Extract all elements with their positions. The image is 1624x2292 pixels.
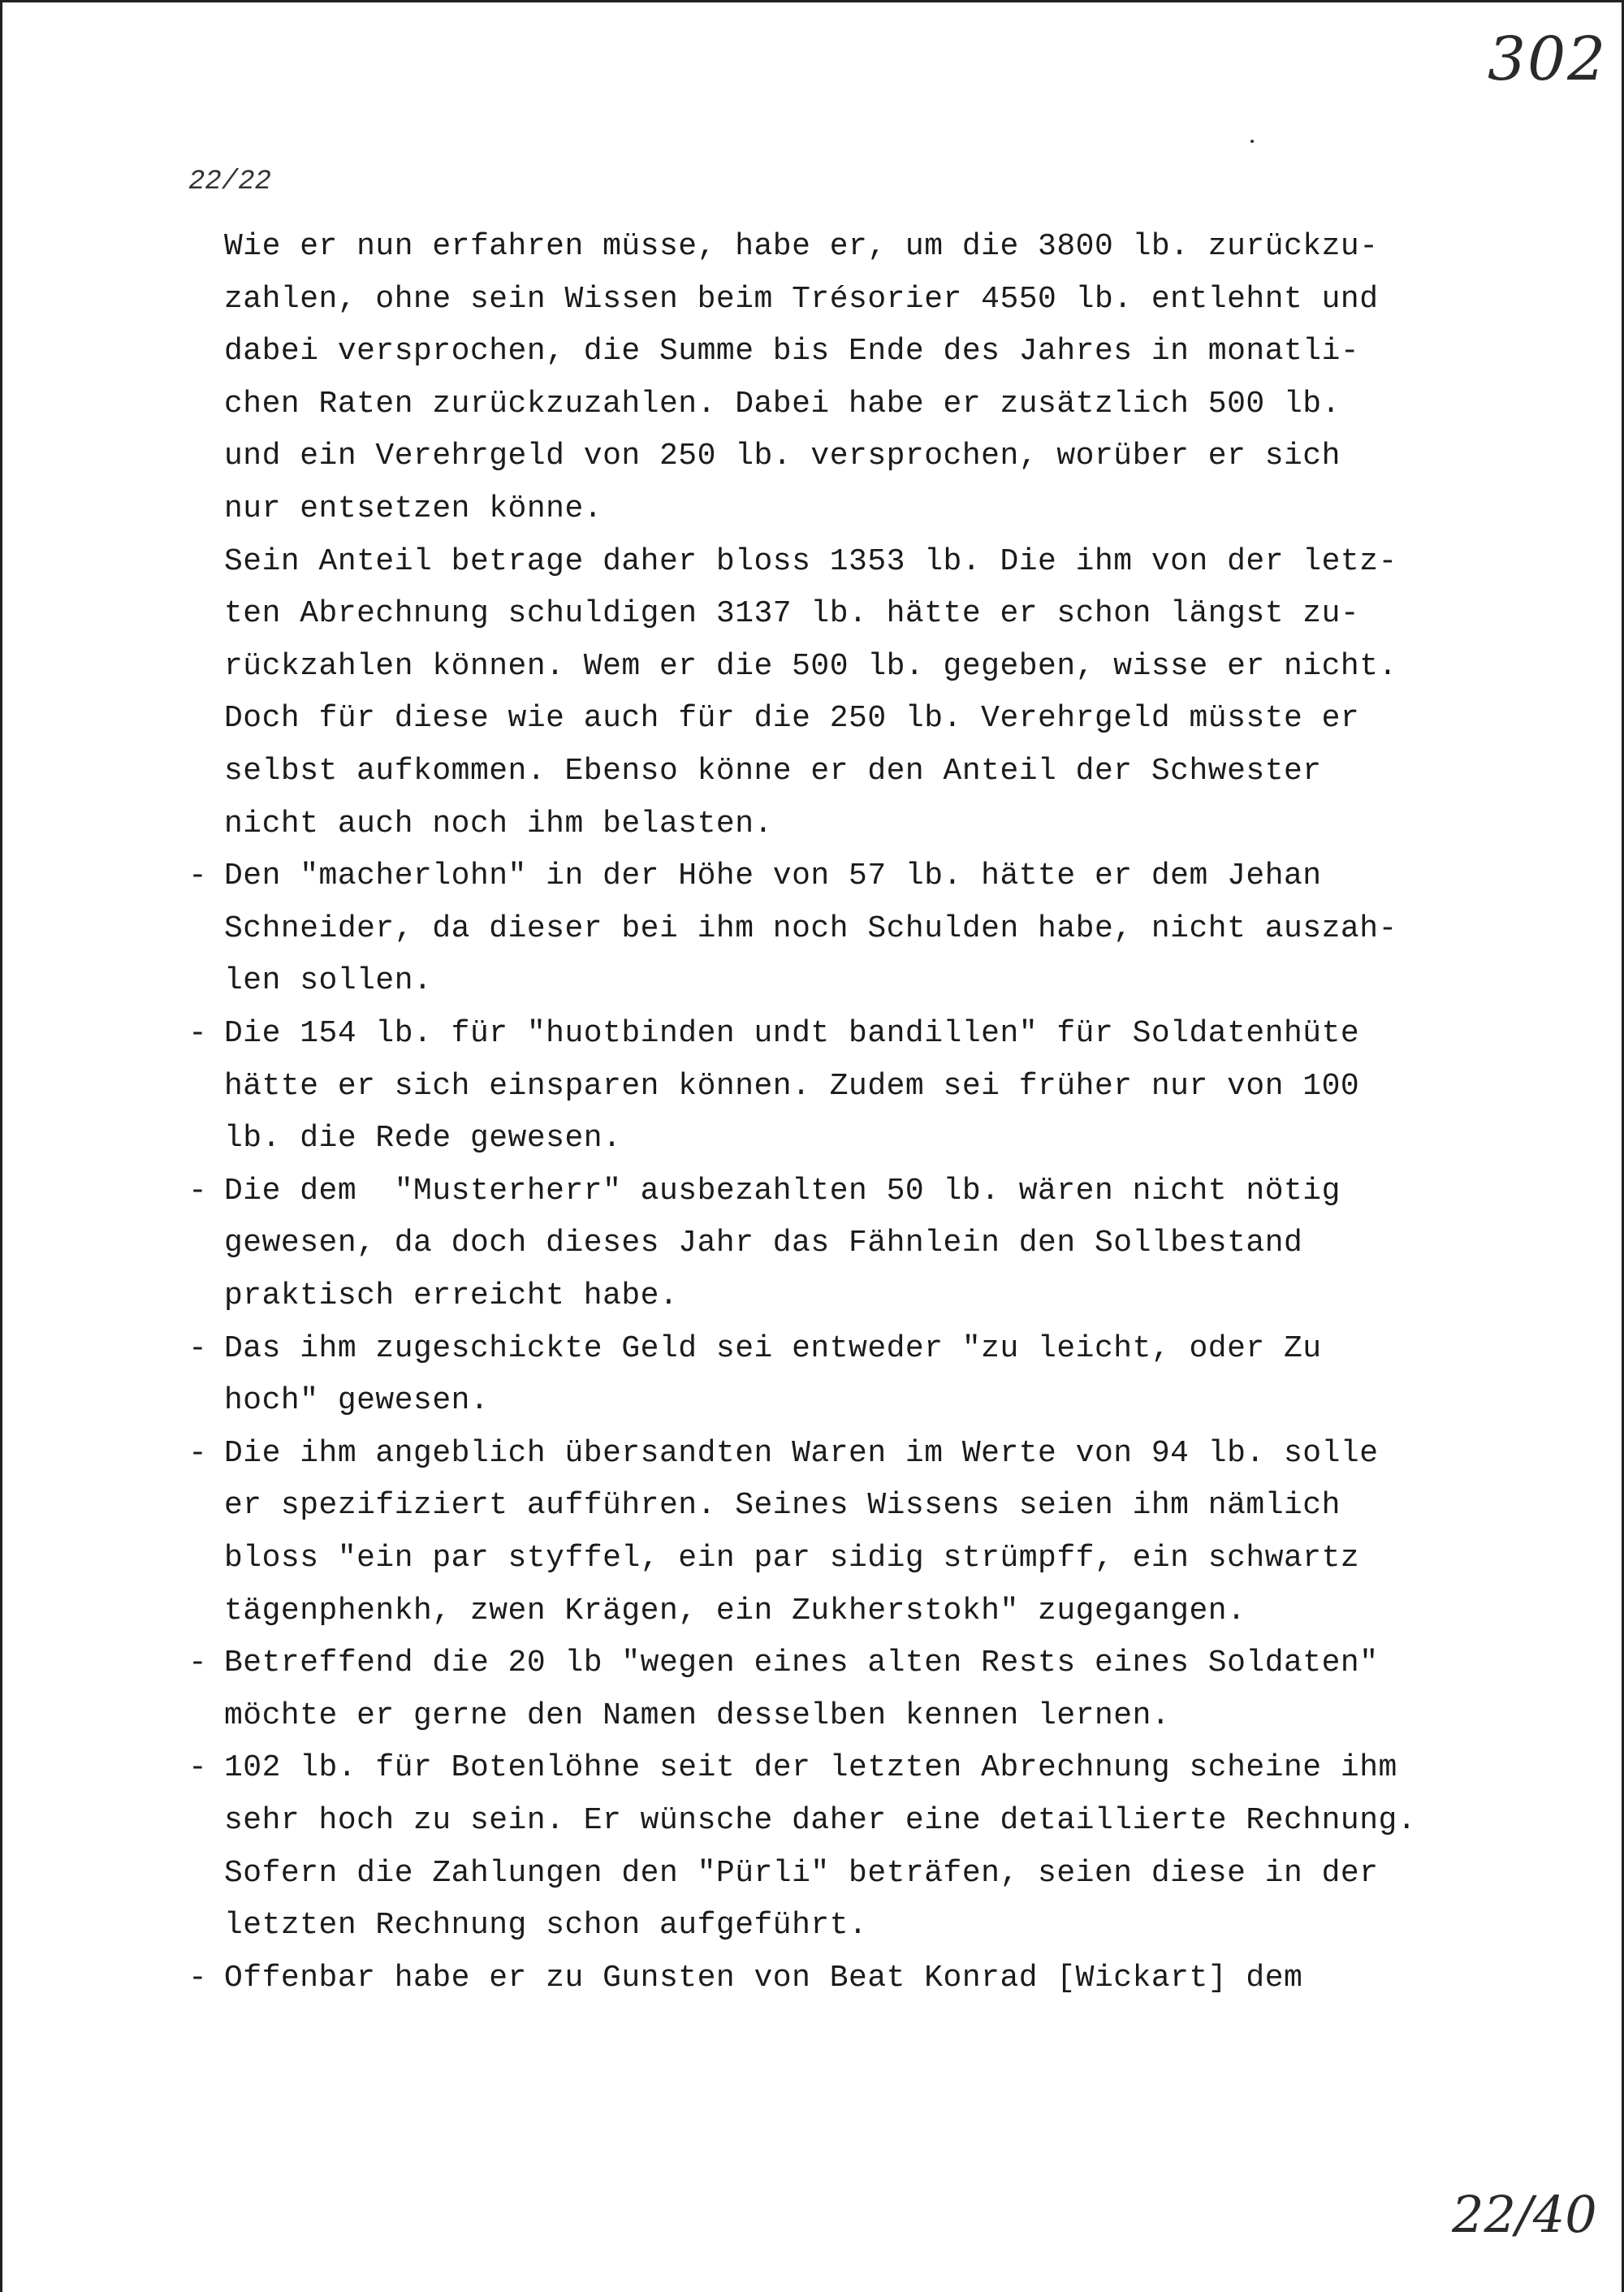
text-line: nicht auch noch ihm belasten. bbox=[224, 806, 773, 841]
text-line: tägenphenkh, zwen Krägen, ein Zukherstokh" zugegangen. bbox=[224, 1593, 1246, 1628]
bullet-dash: - bbox=[188, 1960, 207, 1996]
text-line: hätte er sich einsparen können. Zudem sei früher nur von 100 bbox=[224, 1068, 1360, 1104]
text-line: letzten Rechnung schon aufgeführt. bbox=[224, 1908, 868, 1944]
text-line: zahlen, ohne sein Wissen beim Trésorier 4550 lb. entlehnt und bbox=[224, 281, 1379, 317]
bullet-dash: - bbox=[188, 1173, 207, 1209]
text-line: Das ihm zugeschickte Geld sei entweder "zu leicht, oder Zu bbox=[224, 1330, 1322, 1366]
handwritten-page-count: 22/40 bbox=[1452, 2185, 1597, 2244]
text-line: praktisch erreicht habe. bbox=[224, 1278, 679, 1313]
text-line: rückzahlen können. Wem er die 500 lb. gegeben, wisse er nicht. bbox=[224, 648, 1397, 684]
text-line: Den "macherlohn" in der Höhe von 57 lb. hätte er dem Jehan bbox=[224, 858, 1322, 894]
text-line: Offenbar habe er zu Gunsten von Beat Konrad [Wickart] dem bbox=[224, 1960, 1303, 1996]
text-line: 102 lb. für Botenlöhne seit der letzten Abrechnung scheine ihm bbox=[224, 1750, 1397, 1786]
text-line: selbst aufkommen. Ebenso könne er den Anteil der Schwester bbox=[224, 754, 1322, 789]
text-line: Sein Anteil betrage daher bloss 1353 lb. Die ihm von der letz- bbox=[224, 543, 1397, 579]
text-line: bloss "ein par styffel, ein par sidig strümpff, ein schwartz bbox=[224, 1541, 1360, 1576]
bullet-dash: - bbox=[188, 1645, 207, 1681]
text-line: er spezifiziert aufführen. Seines Wissens seien ihm nämlich bbox=[224, 1488, 1341, 1524]
text-line: sehr hoch zu sein. Er wünsche daher eine detaillierte Rechnung. bbox=[224, 1803, 1417, 1838]
text-line: nur entsetzen könne. bbox=[224, 491, 603, 526]
text-line: Schneider, da dieser bei ihm noch Schulden habe, nicht auszah- bbox=[224, 910, 1397, 946]
scan-border-top bbox=[0, 0, 1624, 2]
text-line: möchte er gerne den Namen desselben kennen lernen. bbox=[224, 1697, 1171, 1733]
text-line: chen Raten zurückzuzahlen. Dabei habe er zusätzlich 500 lb. bbox=[224, 386, 1341, 422]
text-line: hoch" gewesen. bbox=[224, 1383, 490, 1419]
page-reference: 22/22 bbox=[188, 166, 272, 197]
text-line: gewesen, da doch dieses Jahr das Fähnlein den Sollbestand bbox=[224, 1226, 1303, 1261]
text-line: und ein Verehrgeld von 250 lb. versprochen, worüber er sich bbox=[224, 439, 1341, 474]
handwritten-folio-number: 302 bbox=[1488, 24, 1608, 94]
text-line: Wie er nun erfahren müsse, habe er, um die 3800 lb. zurückzu- bbox=[224, 229, 1379, 264]
text-line: ten Abrechnung schuldigen 3137 lb. hätte er schon längst zu- bbox=[224, 596, 1360, 632]
scan-border-left bbox=[0, 0, 2, 2292]
bullet-dash: - bbox=[188, 858, 207, 894]
text-line: Sofern die Zahlungen den "Pürli" beträfen, seien diese in der bbox=[224, 1855, 1379, 1891]
text-line: len sollen. bbox=[224, 963, 433, 999]
text-line: Die 154 lb. für "huotbinden undt bandillen" für Soldatenhüte bbox=[224, 1016, 1360, 1051]
bullet-dash: - bbox=[188, 1016, 207, 1051]
bullet-dash: - bbox=[188, 1330, 207, 1366]
text-line: Die ihm angeblich übersandten Waren im Werte von 94 lb. solle bbox=[224, 1435, 1379, 1471]
ink-dot bbox=[1250, 140, 1254, 143]
text-line: Betreffend die 20 lb "wegen eines alten Rests eines Soldaten" bbox=[224, 1645, 1379, 1681]
text-line: Doch für diese wie auch für die 250 lb. Verehrgeld müsste er bbox=[224, 701, 1360, 737]
text-line: lb. die Rede gewesen. bbox=[224, 1121, 622, 1157]
bullet-dash: - bbox=[188, 1435, 207, 1471]
bullet-dash: - bbox=[188, 1750, 207, 1786]
text-line: Die dem "Musterherr" ausbezahlten 50 lb. wären nicht nötig bbox=[224, 1173, 1341, 1209]
text-line: dabei versprochen, die Summe bis Ende des Jahres in monatli- bbox=[224, 334, 1360, 370]
